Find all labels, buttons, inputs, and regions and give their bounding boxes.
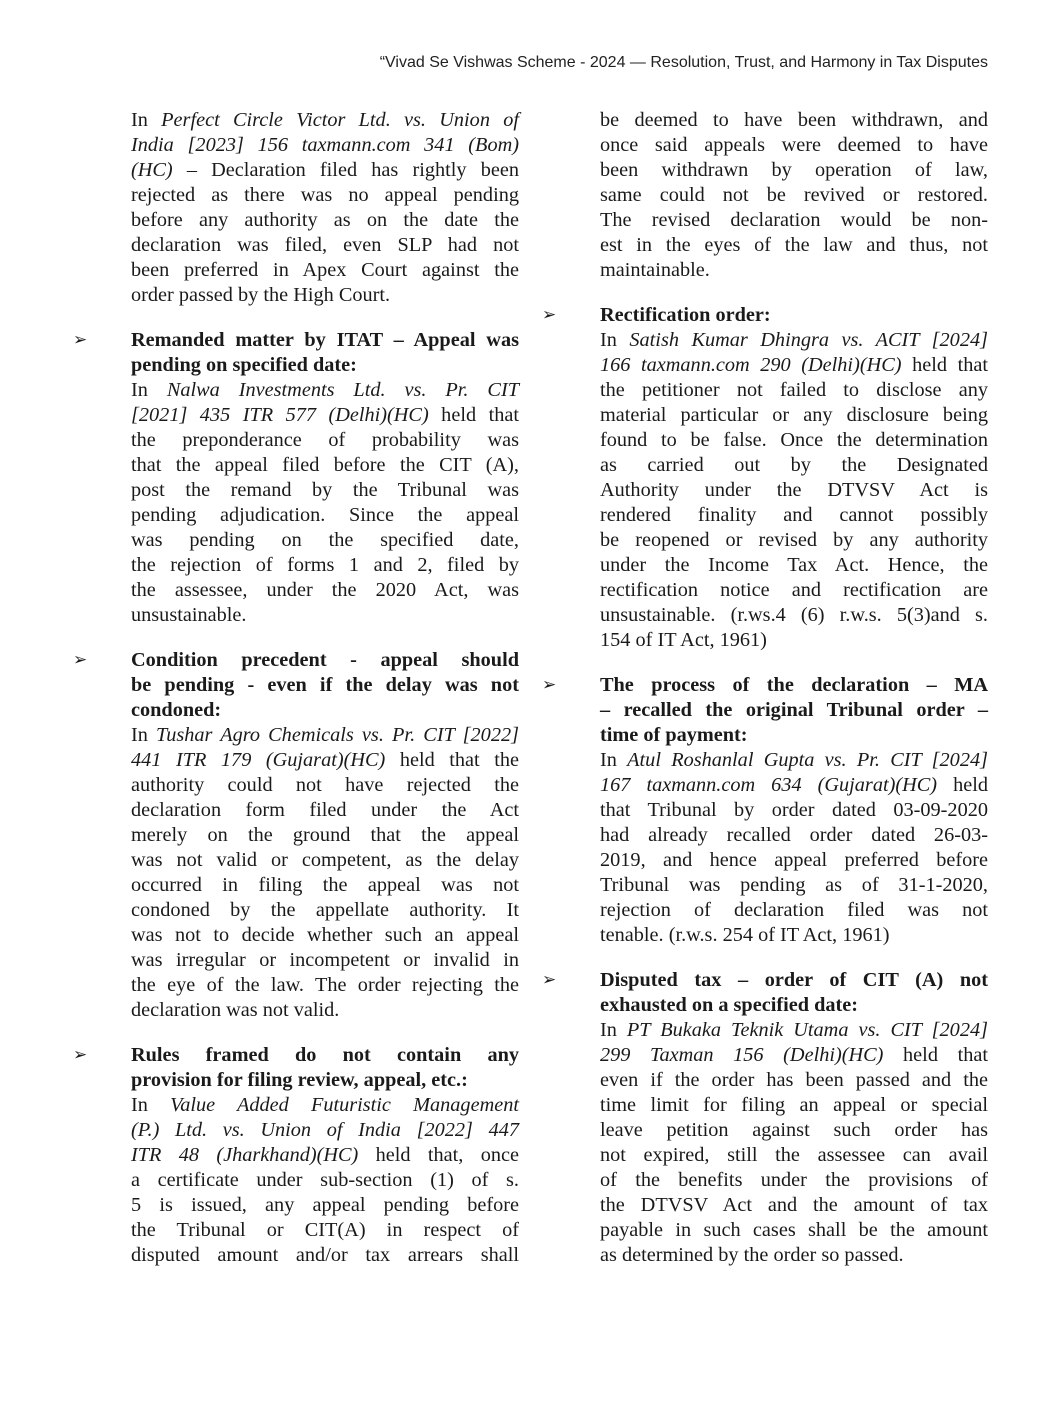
text-line [131,428,519,453]
text-line [600,898,988,923]
text-line [600,503,988,528]
text-run: was not to decide whether such an appeal [131,924,519,946]
case-citation: Tushar Agro Chemicals vs. Pr. CIT [2022] [156,724,519,746]
heading-line: Remanded matter by ITAT – Appeal was [131,329,519,351]
text-line [600,923,988,948]
text-line [600,603,988,628]
text-run: In [131,109,162,131]
case-entry [73,328,519,628]
case-body [600,328,988,653]
text-line [131,283,519,308]
case-citation: 441 ITR 179 (Gujarat)(HC) [131,749,386,771]
arrow-bullet-icon: ➢ [542,305,557,325]
text-line [131,998,519,1023]
text-line [131,1143,519,1168]
text-line [600,1218,988,1243]
paragraph-gap [131,308,519,328]
text-line [600,873,988,898]
heading-line: Condition precedent - appeal should [131,649,519,671]
text-line [600,133,988,158]
text-line [131,378,519,403]
text-run: of the benefits under the provisions of [600,1169,988,1191]
case-citation: Value Added Futuristic Management [170,1094,519,1116]
text-run: In [131,379,167,401]
text-run: was irregular or incompetent or invalid in [131,949,519,971]
text-line [600,403,988,428]
text-run: been withdrawn by operation of law, [600,159,988,181]
heading-line: provision for filing review, appeal, etc.: [131,1069,468,1091]
text-run: the Tribunal or CIT(A) in respect of [131,1219,519,1241]
text-run: declaration was filed, even SLP had not [131,234,519,256]
text-run: material particular or any disclosure being [600,404,988,426]
paragraph-gap [600,653,988,673]
text-line [131,528,519,553]
case-citation: Atul Roshanlal Gupta vs. Pr. CIT [2024] [627,749,989,771]
text-line [131,503,519,528]
text-run: 154 of IT Act, 1961) [600,629,767,651]
text-run: same could not be revived or restored. [600,184,988,206]
text-run: be reopened or revised by any authority [600,529,988,551]
text-line [600,528,988,553]
text-line [131,1218,519,1243]
text-run: rectification notice and rectification are [600,579,988,601]
heading-line: Rectification order: [600,304,771,326]
text-line [131,1193,519,1218]
case-citation: Perfect Circle Victor Ltd. vs. Union of [161,109,519,131]
continued-paragraph [131,108,519,308]
text-run: payable in such cases shall be the amount [600,1219,988,1241]
text-line [600,773,988,798]
text-run: disputed amount and/or tax arrears shall [131,1244,519,1266]
text-line [600,748,988,773]
text-run: rejection of declaration filed was not [600,899,988,921]
text-line [600,233,988,258]
right-column [542,108,989,1268]
arrow-bullet-icon: ➢ [73,1045,88,1065]
case-heading [600,968,988,1018]
text-run: time limit for filing an appeal or special [600,1094,988,1116]
case-entry [73,648,519,1023]
text-run: been preferred in Apex Court against the [131,259,519,281]
arrow-bullet-icon: ➢ [73,650,88,670]
text-run: even if the order has been passed and the [600,1069,988,1091]
case-citation: 167 taxmann.com 634 (Gujarat)(HC) [600,774,938,796]
text-line [600,1168,988,1193]
heading-line: – recalled the original Tribunal order – [600,699,988,721]
text-run: be deemed to have been withdrawn, and [600,109,988,131]
paragraph-gap [131,1023,519,1043]
text-line [131,158,519,183]
text-run: unsustainable. [131,604,247,626]
text-line [131,258,519,283]
text-run: tenable. (r.w.s. 254 of IT Act, 1961) [600,924,890,946]
text-line [600,553,988,578]
text-run: as carried out by the Designated [600,454,988,476]
text-line [131,973,519,998]
text-line [600,258,988,283]
case-heading [600,303,988,328]
case-citation: PT Bukaka Teknik Utama vs. CIT [2024] [626,1019,988,1041]
text-line [600,578,988,603]
text-line [131,578,519,603]
heading-line: Rules framed do not contain any [131,1044,519,1066]
text-line [600,1018,988,1043]
text-run: merely on the ground that the appeal [131,824,519,846]
text-run: 5 is issued, any appeal pending before [131,1194,519,1216]
case-heading [131,648,519,723]
text-line [131,1168,519,1193]
text-line [131,898,519,923]
text-run: held that [428,404,519,426]
text-line [131,848,519,873]
text-run: once said appeals were deemed to have [600,134,988,156]
case-entry [542,303,988,653]
text-run: In [600,1019,627,1041]
paragraph-gap [600,283,988,303]
case-entry [542,673,989,948]
text-line [131,948,519,973]
text-run: held that the [385,749,519,771]
heading-line: condoned: [131,699,222,721]
text-run: before any authority as on the date the [131,209,519,231]
text-run: pending adjudication. Since the appeal [131,504,519,526]
text-run: the rejection of forms 1 and 2, filed by [131,554,519,576]
text-run: In [131,1094,171,1116]
arrow-bullet-icon: ➢ [542,970,557,990]
text-line [600,208,988,233]
text-line [131,1243,519,1268]
text-run: that the appeal filed before the CIT (A), [131,454,519,476]
text-run: occurred in filing the appeal was not [131,874,519,896]
heading-line: time of payment: [600,724,748,746]
case-body [600,748,988,948]
case-citation: (P.) Ltd. vs. Union of India [2022] 447 [131,1119,519,1141]
case-heading [131,1043,519,1093]
text-line [600,1193,988,1218]
text-line [131,773,519,798]
text-run: held [937,774,988,796]
text-line [600,183,988,208]
text-run: had already recalled order dated 26-03- [600,824,988,846]
text-run: held that [901,354,988,376]
case-citation: 166 taxmann.com 290 (Delhi)(HC) [600,354,902,376]
case-body [131,723,519,1023]
text-run: declaration was not valid. [131,999,340,1021]
text-line [131,183,519,208]
text-line [600,378,988,403]
case-body [600,1018,988,1268]
text-run: under the Income Tax Act. Hence, the [600,554,988,576]
text-run: the assessee, under the 2020 Act, was [131,579,519,601]
text-run: the DTVSV Act and the amount of tax [600,1194,988,1216]
text-line [131,798,519,823]
text-run: was not valid or competent, as the delay [131,849,519,871]
case-citation: Nalwa Investments Ltd. vs. Pr. CIT [166,379,519,401]
text-line [131,478,519,503]
text-line [600,478,988,503]
text-line [131,553,519,578]
text-run: In [131,724,157,746]
case-body [131,1093,519,1268]
text-run: a certificate under sub-section (1) of s. [131,1169,519,1191]
text-run: the eye of the law. The order rejecting the [131,974,519,996]
heading-line: be pending - even if the delay was not [131,674,519,696]
text-run: not expired, still the assessee can avail [600,1144,988,1166]
text-run: In [600,329,630,351]
heading-line: pending on specified date: [131,354,357,376]
text-line [131,723,519,748]
text-line [600,628,988,653]
heading-line: The process of the declaration – MA [600,674,988,696]
paragraph-gap [131,628,519,648]
text-run: as determined by the order so passed. [600,1244,904,1266]
text-run: the preponderance of probability was [131,429,519,451]
text-line [600,1243,988,1268]
paragraph-gap [600,948,988,968]
arrow-bullet-icon: ➢ [542,675,557,695]
text-run: Tribunal was pending as of 31-1-2020, [600,874,988,896]
text-run: declaration form filed under the Act [131,799,519,821]
text-line [600,108,988,133]
text-run: held that [883,1044,988,1066]
text-run: Authority under the DTVSV Act is [600,479,988,501]
text-line [600,428,988,453]
text-line [131,108,519,133]
text-run: rendered finality and cannot possibly [600,504,988,526]
text-run: the petitioner not failed to disclose any [600,379,988,401]
continued-paragraph [600,108,988,283]
text-line [131,208,519,233]
text-run: 2019, and hence appeal preferred before [600,849,988,871]
text-line [131,873,519,898]
heading-line: exhausted on a specified date: [600,994,859,1016]
text-line [131,133,519,158]
text-line [600,798,988,823]
case-citation: [2021] 435 ITR 577 (Delhi)(HC) [131,404,429,426]
text-line [600,1143,988,1168]
text-run: found to be false. Once the determination [600,429,988,451]
text-line [600,848,988,873]
heading-line: Disputed tax – order of CIT (A) not [600,969,988,991]
text-line [600,1068,988,1093]
text-line [600,1118,988,1143]
text-line [600,328,988,353]
text-run: – Declaration filed has rightly been [172,159,519,181]
text-run: unsustainable. (r.ws.4 (6) r.w.s. 5(3)and s. [600,604,988,626]
text-line [131,923,519,948]
left-column [73,108,519,1268]
text-run: order passed by the High Court. [131,284,391,306]
case-citation: 299 Taxman 156 (Delhi)(HC) [600,1044,884,1066]
text-run: rejected as there was no appeal pending [131,184,519,206]
text-run: maintainable. [600,259,710,281]
case-heading [600,673,988,748]
text-run: The revised declaration would be non- [600,209,988,231]
case-entry [73,1043,519,1268]
text-line [600,353,988,378]
text-line [600,1093,988,1118]
text-run: held that, once [358,1144,519,1166]
case-citation: (HC) [131,159,173,181]
text-run: post the remand by the Tribunal was [131,479,519,501]
text-line [131,1118,519,1143]
text-line [131,453,519,478]
case-citation: Satish Kumar Dhingra vs. ACIT [2024] [629,329,988,351]
case-citation: ITR 48 (Jharkhand)(HC) [131,1144,359,1166]
text-line [131,1093,519,1118]
case-entry [542,968,988,1268]
running-header: “Vivad Se Vishwas Scheme - 2024 — Resolution, Trust, and Harmony in Tax Disputes [379,54,988,71]
text-run: condoned by the appellate authority. It [131,899,519,921]
case-citation: India [2023] 156 taxmann.com 341 (Bom) [131,134,519,156]
text-line [131,233,519,258]
text-line [600,158,988,183]
text-line [131,748,519,773]
text-run: was pending on the specified date, [131,529,519,551]
text-run: est in the eyes of the law and thus, not [600,234,988,256]
text-line [600,823,988,848]
case-body [131,378,519,628]
text-run: that Tribunal by order dated 03-09-2020 [600,799,988,821]
case-heading [131,328,519,378]
text-line [131,403,519,428]
text-line [600,1043,988,1068]
text-run: authority could not have rejected the [131,774,519,796]
text-line [131,603,519,628]
arrow-bullet-icon: ➢ [73,330,88,350]
text-run: leave petition against such order has [600,1119,988,1141]
text-line [600,453,988,478]
text-run: In [600,749,628,771]
text-line [131,823,519,848]
